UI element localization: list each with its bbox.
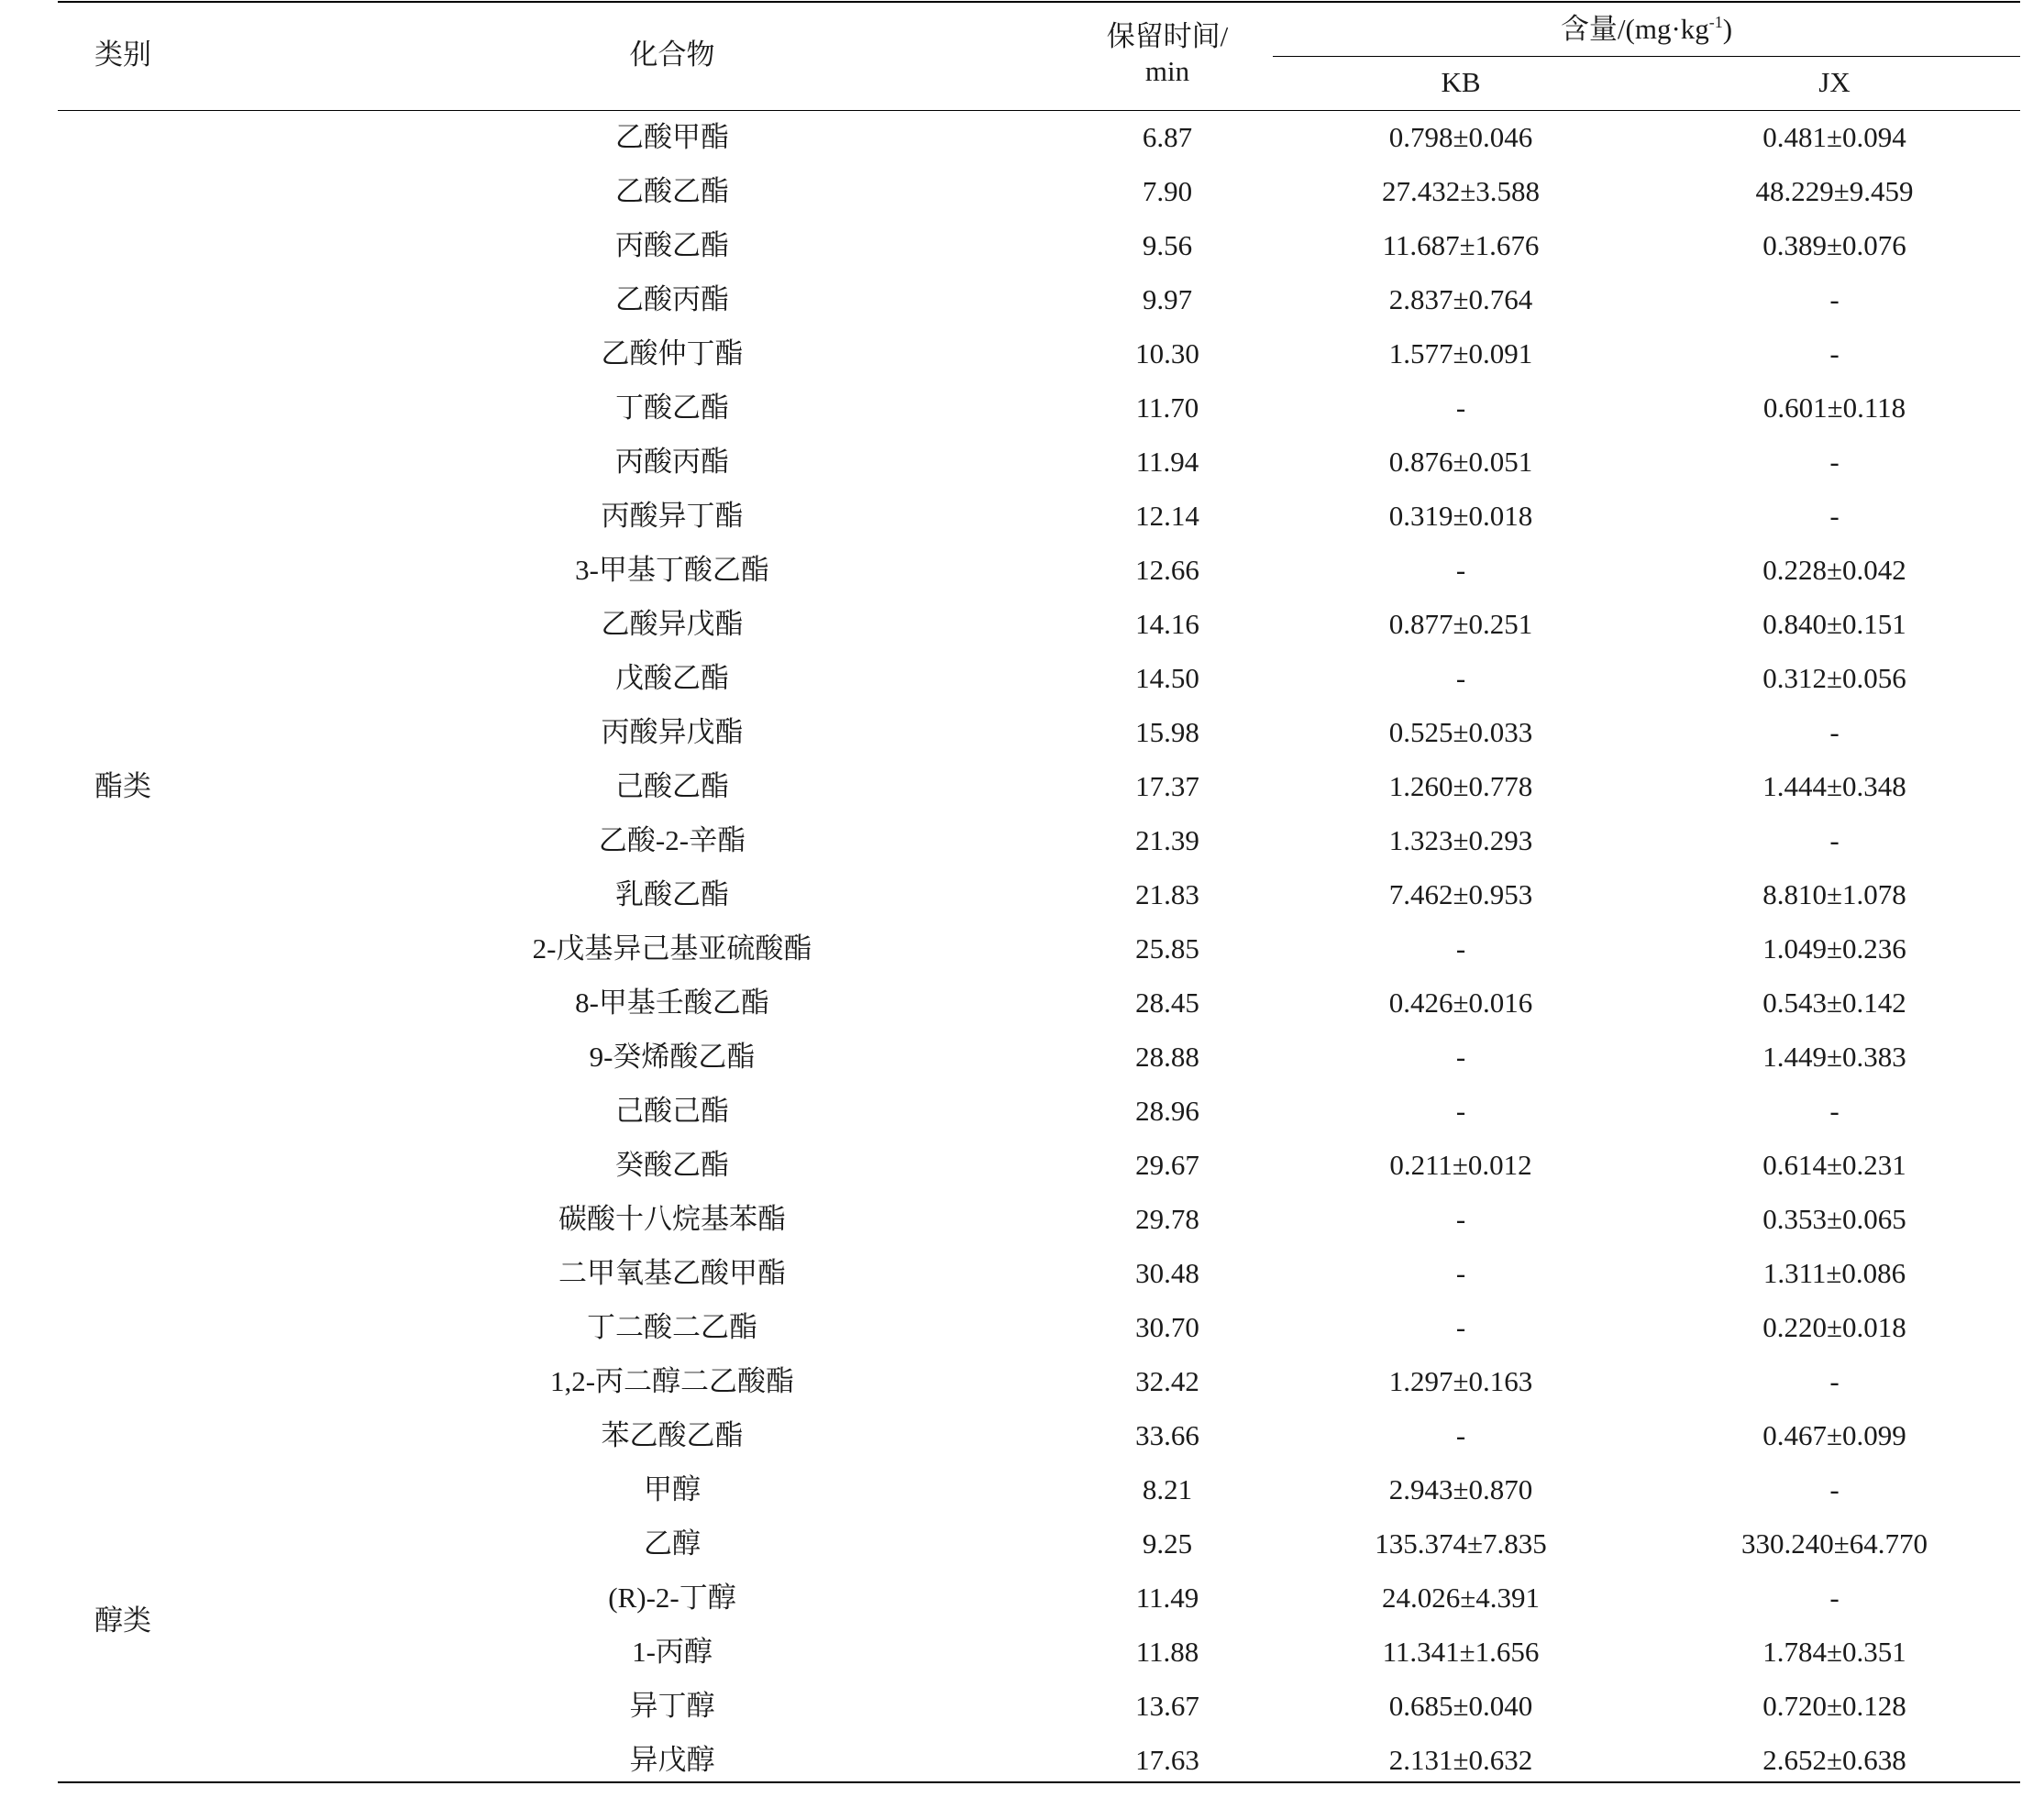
- retention-time-cell: 9.97: [1142, 283, 1193, 315]
- header-content-prefix: 含量/(mg·kg: [1560, 13, 1709, 45]
- table-bottom-rule: [58, 1781, 2020, 1783]
- jx-content-cell: 1.444±0.348: [1762, 770, 1906, 802]
- table-row: [58, 821, 2020, 875]
- header-content: [1273, 13, 2020, 46]
- compound-cell: 丙酸异丁酯: [601, 500, 744, 532]
- retention-time-cell: 29.67: [1135, 1149, 1199, 1181]
- compound-cell: 己酸乙酯: [615, 770, 729, 802]
- header-content-sup: -1: [1708, 13, 1723, 31]
- compound-cell: 苯乙酸乙酯: [601, 1419, 744, 1451]
- jx-content-cell: 0.389±0.076: [1762, 229, 1906, 261]
- jx-content-cell: 0.220±0.018: [1762, 1311, 1906, 1343]
- compound-cell: 9-癸烯酸乙酯: [589, 1041, 756, 1073]
- retention-time-cell: 25.85: [1135, 932, 1199, 965]
- kb-content-cell: 0.798±0.046: [1388, 121, 1533, 153]
- retention-time-cell: 6.87: [1142, 121, 1193, 153]
- retention-time-cell: 9.56: [1142, 229, 1193, 261]
- retention-time-cell: 7.90: [1142, 175, 1193, 207]
- jx-content-cell: -: [1829, 283, 1840, 315]
- compound-cell: 戊酸乙酯: [615, 662, 729, 694]
- compound-cell: 二甲氧基乙酸甲酯: [558, 1257, 786, 1289]
- jx-content-cell: 0.228±0.042: [1762, 554, 1906, 586]
- table-row: [58, 171, 2020, 226]
- compound-cell: 乙酸甲酯: [615, 121, 729, 153]
- compound-cell: 异戊醇: [629, 1744, 715, 1776]
- table-row: [58, 712, 2020, 766]
- kb-content-cell: 0.426±0.016: [1388, 987, 1533, 1019]
- retention-time-cell: 32.42: [1135, 1365, 1199, 1397]
- compound-cell: 乙酸乙酯: [615, 175, 729, 207]
- compound-cell: 己酸己酯: [615, 1095, 729, 1127]
- jx-content-cell: 2.652±0.638: [1762, 1744, 1906, 1776]
- jx-content-cell: 0.601±0.118: [1762, 391, 1906, 424]
- compound-cell: 8-甲基壬酸乙酯: [575, 987, 769, 1019]
- table-row: [58, 604, 2020, 658]
- kb-content-cell: -: [1455, 662, 1466, 694]
- kb-content-cell: -: [1455, 1203, 1466, 1235]
- jx-content-cell: 8.810±1.078: [1762, 878, 1906, 910]
- retention-time-cell: 21.39: [1135, 824, 1199, 856]
- compound-cell: 乳酸乙酯: [615, 878, 729, 910]
- jx-content-cell: 48.229±9.459: [1755, 175, 1914, 207]
- kb-content-cell: 1.260±0.778: [1388, 770, 1533, 802]
- table-row: [58, 658, 2020, 712]
- kb-content-cell: -: [1455, 1041, 1466, 1073]
- table-row: [58, 388, 2020, 442]
- kb-content-cell: 7.462±0.953: [1388, 878, 1533, 910]
- table-row: [58, 1578, 2020, 1632]
- jx-content-cell: 0.840±0.151: [1762, 608, 1906, 640]
- compound-cell: 1,2-丙二醇二乙酸酯: [549, 1365, 795, 1397]
- retention-time-cell: 17.63: [1135, 1744, 1199, 1776]
- category-alcohols: 醇类: [94, 1604, 151, 1637]
- retention-time-cell: 10.30: [1135, 337, 1199, 369]
- table-row: [58, 1307, 2020, 1362]
- kb-content-cell: -: [1455, 391, 1466, 424]
- jx-content-cell: 0.543±0.142: [1762, 987, 1906, 1019]
- compound-cell: (R)-2-丁醇: [608, 1582, 736, 1614]
- retention-time-cell: 14.16: [1135, 608, 1199, 640]
- table-row: [58, 983, 2020, 1037]
- retention-time-cell: 30.70: [1135, 1311, 1199, 1343]
- kb-content-cell: 11.687±1.676: [1382, 229, 1540, 261]
- header-kb: KB: [1441, 66, 1481, 98]
- jx-content-cell: 0.467±0.099: [1762, 1419, 1906, 1451]
- jx-content-cell: 0.353±0.065: [1762, 1203, 1906, 1235]
- kb-content-cell: 2.943±0.870: [1388, 1473, 1533, 1505]
- kb-content-cell: 1.577±0.091: [1388, 337, 1533, 369]
- jx-content-cell: -: [1829, 337, 1840, 369]
- kb-content-cell: 0.319±0.018: [1388, 500, 1533, 532]
- table-row: [58, 766, 2020, 821]
- retention-time-cell: 15.98: [1135, 716, 1199, 748]
- compound-cell: 丙酸异戊酯: [601, 716, 744, 748]
- jx-content-cell: 0.720±0.128: [1762, 1690, 1906, 1722]
- compound-cell: 癸酸乙酯: [615, 1149, 729, 1181]
- header-retention-time-line1: 保留时间/: [1106, 20, 1229, 52]
- header-content-suffix: ): [1722, 13, 1733, 45]
- table-row: [58, 550, 2020, 604]
- table-row: [58, 334, 2020, 388]
- header-category: 类别: [94, 39, 151, 71]
- jx-content-cell: 0.614±0.231: [1762, 1149, 1906, 1181]
- table-row: [58, 1037, 2020, 1091]
- jx-content-cell: 0.481±0.094: [1762, 121, 1906, 153]
- table-row: [58, 1145, 2020, 1199]
- kb-content-cell: 2.131±0.632: [1388, 1744, 1533, 1776]
- table-row: [58, 1253, 2020, 1307]
- jx-content-cell: -: [1829, 446, 1840, 478]
- kb-content-cell: 1.323±0.293: [1388, 824, 1533, 856]
- retention-time-cell: 28.45: [1135, 987, 1199, 1019]
- table-row: [58, 929, 2020, 983]
- compound-cell: 异丁醇: [629, 1690, 715, 1722]
- content-span-rule: [1273, 56, 2020, 57]
- retention-time-cell: 12.14: [1135, 500, 1199, 532]
- jx-content-cell: -: [1829, 1095, 1840, 1127]
- table-row: [58, 1470, 2020, 1524]
- header-jx: JX: [1818, 66, 1851, 98]
- retention-time-cell: 28.88: [1135, 1041, 1199, 1073]
- jx-content-cell: -: [1829, 1365, 1840, 1397]
- kb-content-cell: -: [1455, 1311, 1466, 1343]
- kb-content-cell: -: [1455, 1257, 1466, 1289]
- retention-time-cell: 29.78: [1135, 1203, 1199, 1235]
- kb-content-cell: 0.211±0.012: [1389, 1149, 1532, 1181]
- kb-content-cell: 2.837±0.764: [1388, 283, 1533, 315]
- retention-time-cell: 17.37: [1135, 770, 1199, 802]
- compound-cell: 乙酸仲丁酯: [601, 337, 744, 369]
- kb-content-cell: 0.685±0.040: [1388, 1690, 1533, 1722]
- compound-cell: 1-丙醇: [632, 1636, 713, 1668]
- retention-time-cell: 11.49: [1135, 1582, 1199, 1614]
- table-row: [58, 280, 2020, 334]
- header-compound: 化合物: [629, 39, 715, 71]
- category-esters: 酯类: [94, 770, 151, 802]
- retention-time-cell: 30.48: [1135, 1257, 1199, 1289]
- header-retention-time-line2: min: [1144, 55, 1190, 87]
- table-row: [58, 1686, 2020, 1740]
- header-retention-time: [1057, 20, 1277, 90]
- jx-content-cell: -: [1829, 716, 1840, 748]
- kb-content-cell: -: [1455, 1419, 1466, 1451]
- table-row: [58, 1740, 2020, 1794]
- jx-content-cell: -: [1829, 1473, 1840, 1505]
- table-row: [58, 117, 2020, 171]
- jx-content-cell: -: [1829, 500, 1840, 532]
- table-row: [58, 496, 2020, 550]
- retention-time-cell: 14.50: [1135, 662, 1199, 694]
- compound-cell: 乙酸异戊酯: [601, 608, 744, 640]
- retention-time-cell: 13.67: [1135, 1690, 1199, 1722]
- table-row: [58, 226, 2020, 280]
- jx-content-cell: 1.449±0.383: [1762, 1041, 1906, 1073]
- retention-time-cell: 11.70: [1135, 391, 1199, 424]
- jx-content-cell: 1.049±0.236: [1762, 932, 1906, 965]
- compound-cell: 丙酸丙酯: [615, 446, 729, 478]
- kb-content-cell: 0.876±0.051: [1388, 446, 1533, 478]
- compound-cell: 丁酸乙酯: [615, 391, 729, 424]
- compound-cell: 碳酸十八烷基苯酯: [558, 1203, 786, 1235]
- kb-content-cell: 0.877±0.251: [1388, 608, 1533, 640]
- table-body: [58, 117, 2020, 1794]
- kb-content-cell: 11.341±1.656: [1382, 1636, 1540, 1668]
- table-row: [58, 1632, 2020, 1686]
- kb-content-cell: 1.297±0.163: [1388, 1365, 1533, 1397]
- compound-cell: 丁二酸二乙酯: [587, 1311, 757, 1343]
- kb-content-cell: 0.525±0.033: [1388, 716, 1533, 748]
- jx-content-cell: -: [1829, 1582, 1840, 1614]
- kb-content-cell: -: [1455, 554, 1466, 586]
- header-bottom-rule: [58, 110, 2020, 111]
- retention-time-cell: 11.94: [1135, 446, 1199, 478]
- retention-time-cell: 28.96: [1135, 1095, 1199, 1127]
- jx-content-cell: -: [1829, 824, 1840, 856]
- table-row: [58, 875, 2020, 929]
- compound-cell: 乙酸-2-辛酯: [598, 824, 746, 856]
- compound-cell: 2-戊基异己基亚硫酸酯: [532, 932, 812, 965]
- compound-cell: 3-甲基丁酸乙酯: [575, 554, 769, 586]
- compound-cell: 乙酸丙酯: [615, 283, 729, 315]
- compound-cell: 丙酸乙酯: [615, 229, 729, 261]
- retention-time-cell: 21.83: [1135, 878, 1199, 910]
- retention-time-cell: 9.25: [1142, 1527, 1193, 1560]
- jx-content-cell: 0.312±0.056: [1762, 662, 1906, 694]
- retention-time-cell: 8.21: [1142, 1473, 1193, 1505]
- retention-time-cell: 12.66: [1135, 554, 1199, 586]
- jx-content-cell: 1.784±0.351: [1762, 1636, 1906, 1668]
- table-row: [58, 1091, 2020, 1145]
- table-row: [58, 1362, 2020, 1416]
- table-row: [58, 1199, 2020, 1253]
- table-top-rule: [58, 1, 2020, 3]
- kb-content-cell: 24.026±4.391: [1381, 1582, 1540, 1614]
- table-row: [58, 442, 2020, 496]
- kb-content-cell: -: [1455, 932, 1466, 965]
- jx-content-cell: 1.311±0.086: [1762, 1257, 1906, 1289]
- kb-content-cell: -: [1455, 1095, 1466, 1127]
- compound-cell: 乙醇: [644, 1527, 701, 1560]
- kb-content-cell: 135.374±7.835: [1375, 1527, 1547, 1560]
- table-row: [58, 1524, 2020, 1578]
- retention-time-cell: 33.66: [1135, 1419, 1199, 1451]
- kb-content-cell: 27.432±3.588: [1381, 175, 1540, 207]
- jx-content-cell: 330.240±64.770: [1740, 1527, 1928, 1560]
- retention-time-cell: 11.88: [1135, 1636, 1199, 1668]
- compound-cell: 甲醇: [644, 1473, 701, 1505]
- table-row: [58, 1416, 2020, 1470]
